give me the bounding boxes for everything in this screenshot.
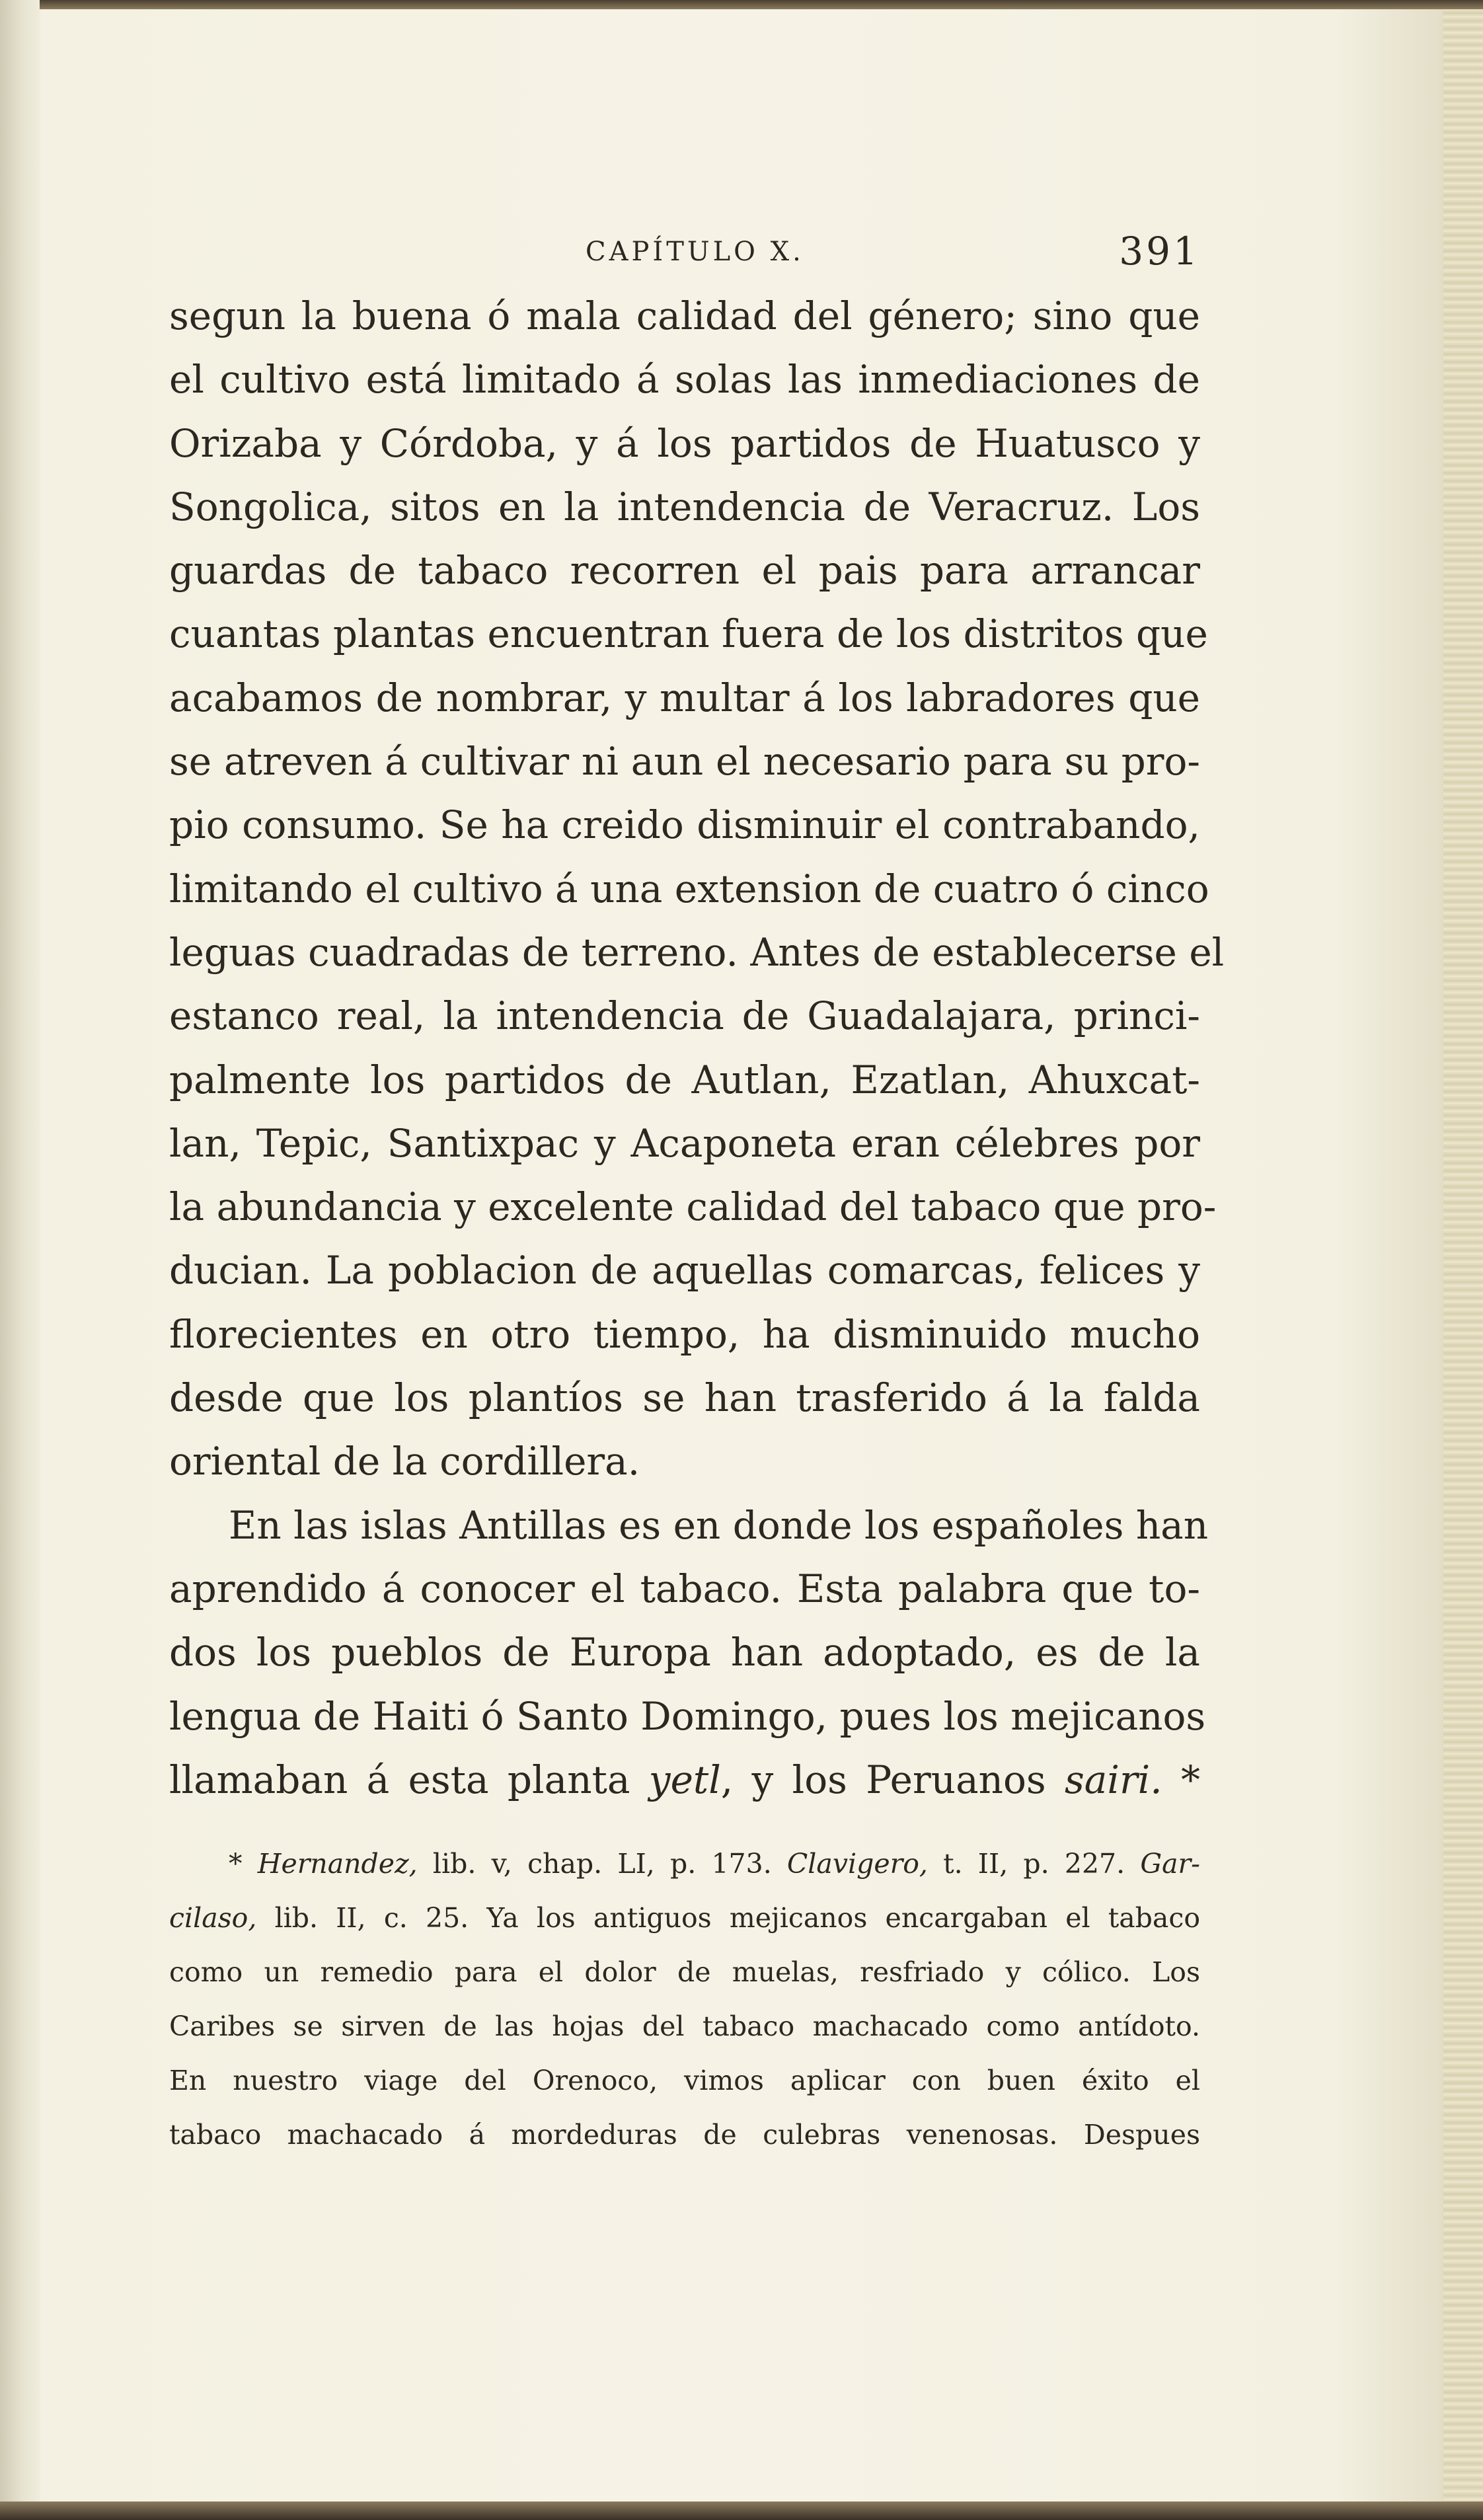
- page-bottom-edge: [0, 2501, 1483, 2520]
- body-line: acabamos de nombrar, y multar á los labradores que: [169, 675, 1200, 720]
- text-block: [169, 225, 1225, 2162]
- page-left-margin: [0, 0, 40, 2520]
- italic-word-yetl: yetl: [648, 1757, 721, 1802]
- body-line: ducian. La poblacion de aquellas comarcas, felices y: [169, 1248, 1200, 1293]
- body-line: se atreven á cultivar ni aun el necesario para su pro-: [169, 739, 1200, 784]
- body-line: Songolica, sitos en la intendencia de Veracruz. Los: [169, 484, 1200, 529]
- body-line: la abundancia y excelente calidad del tabaco que pro-: [169, 1184, 1217, 1230]
- body-line-with-italics: [169, 1748, 1200, 1812]
- body-line: leguas cuadradas de terreno. Antes de establecerse el: [169, 929, 1225, 975]
- footnote-line: En nuestro viage del Orenoco, vimos aplicar con buen éxito el: [169, 2065, 1200, 2097]
- citation-author: Hernandez,: [257, 1848, 418, 1880]
- footnote-line: tabaco machacado á mordeduras de culebras venenosas. Despues: [169, 2119, 1200, 2151]
- body-line: aprendido á conocer el tabaco. Esta palabra que to-: [169, 1566, 1200, 1611]
- body-line: En las islas Antillas es en donde los españoles han: [229, 1502, 1209, 1548]
- paragraph-2: [169, 1494, 1209, 1812]
- body-line: estanco real, la intendencia de Guadalajara, princi-: [169, 993, 1200, 1039]
- body-line: Orizaba y Córdoba, y á los partidos de Huatusco y: [169, 420, 1200, 466]
- running-header: [169, 225, 1200, 284]
- citation-author: Clavigero,: [786, 1848, 928, 1880]
- body-line: oriental de la cordillera.: [169, 1439, 640, 1484]
- citation-ref: t. II, p. 227.: [927, 1848, 1141, 1880]
- footnote: [169, 1837, 1200, 2162]
- body-line: segun la buena ó mala calidad del género; sino que: [169, 293, 1200, 338]
- body-line: florecientes en otro tiempo, ha disminuido mucho: [169, 1311, 1200, 1357]
- footnote-line: [169, 1837, 1200, 1891]
- citation-ref: lib. v, chap. LI, p. 173.: [417, 1848, 787, 1880]
- citation-author: cilaso,: [169, 1902, 257, 1934]
- body-line: cuantas plantas encuentran fuera de los distritos que: [169, 611, 1208, 657]
- footnote-line: Caribes se sirven de las hojas del tabaco machacado como antídoto.: [169, 2010, 1200, 2043]
- footnote-mark: *: [1162, 1757, 1201, 1802]
- paragraph-1: [169, 284, 1225, 1494]
- body-line: el cultivo está limitado á solas las inmediaciones de: [169, 357, 1200, 402]
- footnote-line: [169, 1891, 1200, 1945]
- page-fore-edge: [1443, 9, 1483, 2501]
- body-line: lan, Tepic, Santixpac y Acaponeta eran célebres por: [169, 1120, 1200, 1166]
- body-line: pio consumo. Se ha creido disminuir el contrabando,: [169, 802, 1200, 848]
- text-run: llamaban á esta planta: [169, 1757, 649, 1802]
- body-line: palmente los partidos de Autlan, Ezatlan, Ahuxcat-: [169, 1057, 1200, 1102]
- chapter-title: CAPÍTULO X.: [586, 237, 804, 267]
- body-line: limitando el cultivo á una extension de cuatro ó cinco: [169, 866, 1209, 911]
- body-line: desde que los plantíos se han trasferido á la falda: [169, 1375, 1200, 1421]
- body-line: guardas de tabaco recorren el pais para arrancar: [169, 548, 1200, 593]
- citation-author: Gar-: [1140, 1848, 1200, 1880]
- page-number: 391: [1119, 229, 1200, 274]
- footnote-text: lib. II, c. 25. Ya los antiguos mejicanos encargaban el tabaco: [256, 1902, 1200, 1934]
- body-line: lengua de Haiti ó Santo Domingo, pues los mejicanos: [169, 1693, 1206, 1739]
- page-top-edge: [40, 0, 1483, 9]
- footnote-star: *: [229, 1848, 258, 1880]
- footnote-line: como un remedio para el dolor de muelas, resfriado y cólico. Los: [169, 1956, 1200, 1989]
- text-run: , y los Peruanos: [720, 1757, 1065, 1802]
- italic-word-sairi: sairi.: [1065, 1757, 1162, 1802]
- body-line: dos los pueblos de Europa han adoptado, es de la: [169, 1630, 1200, 1675]
